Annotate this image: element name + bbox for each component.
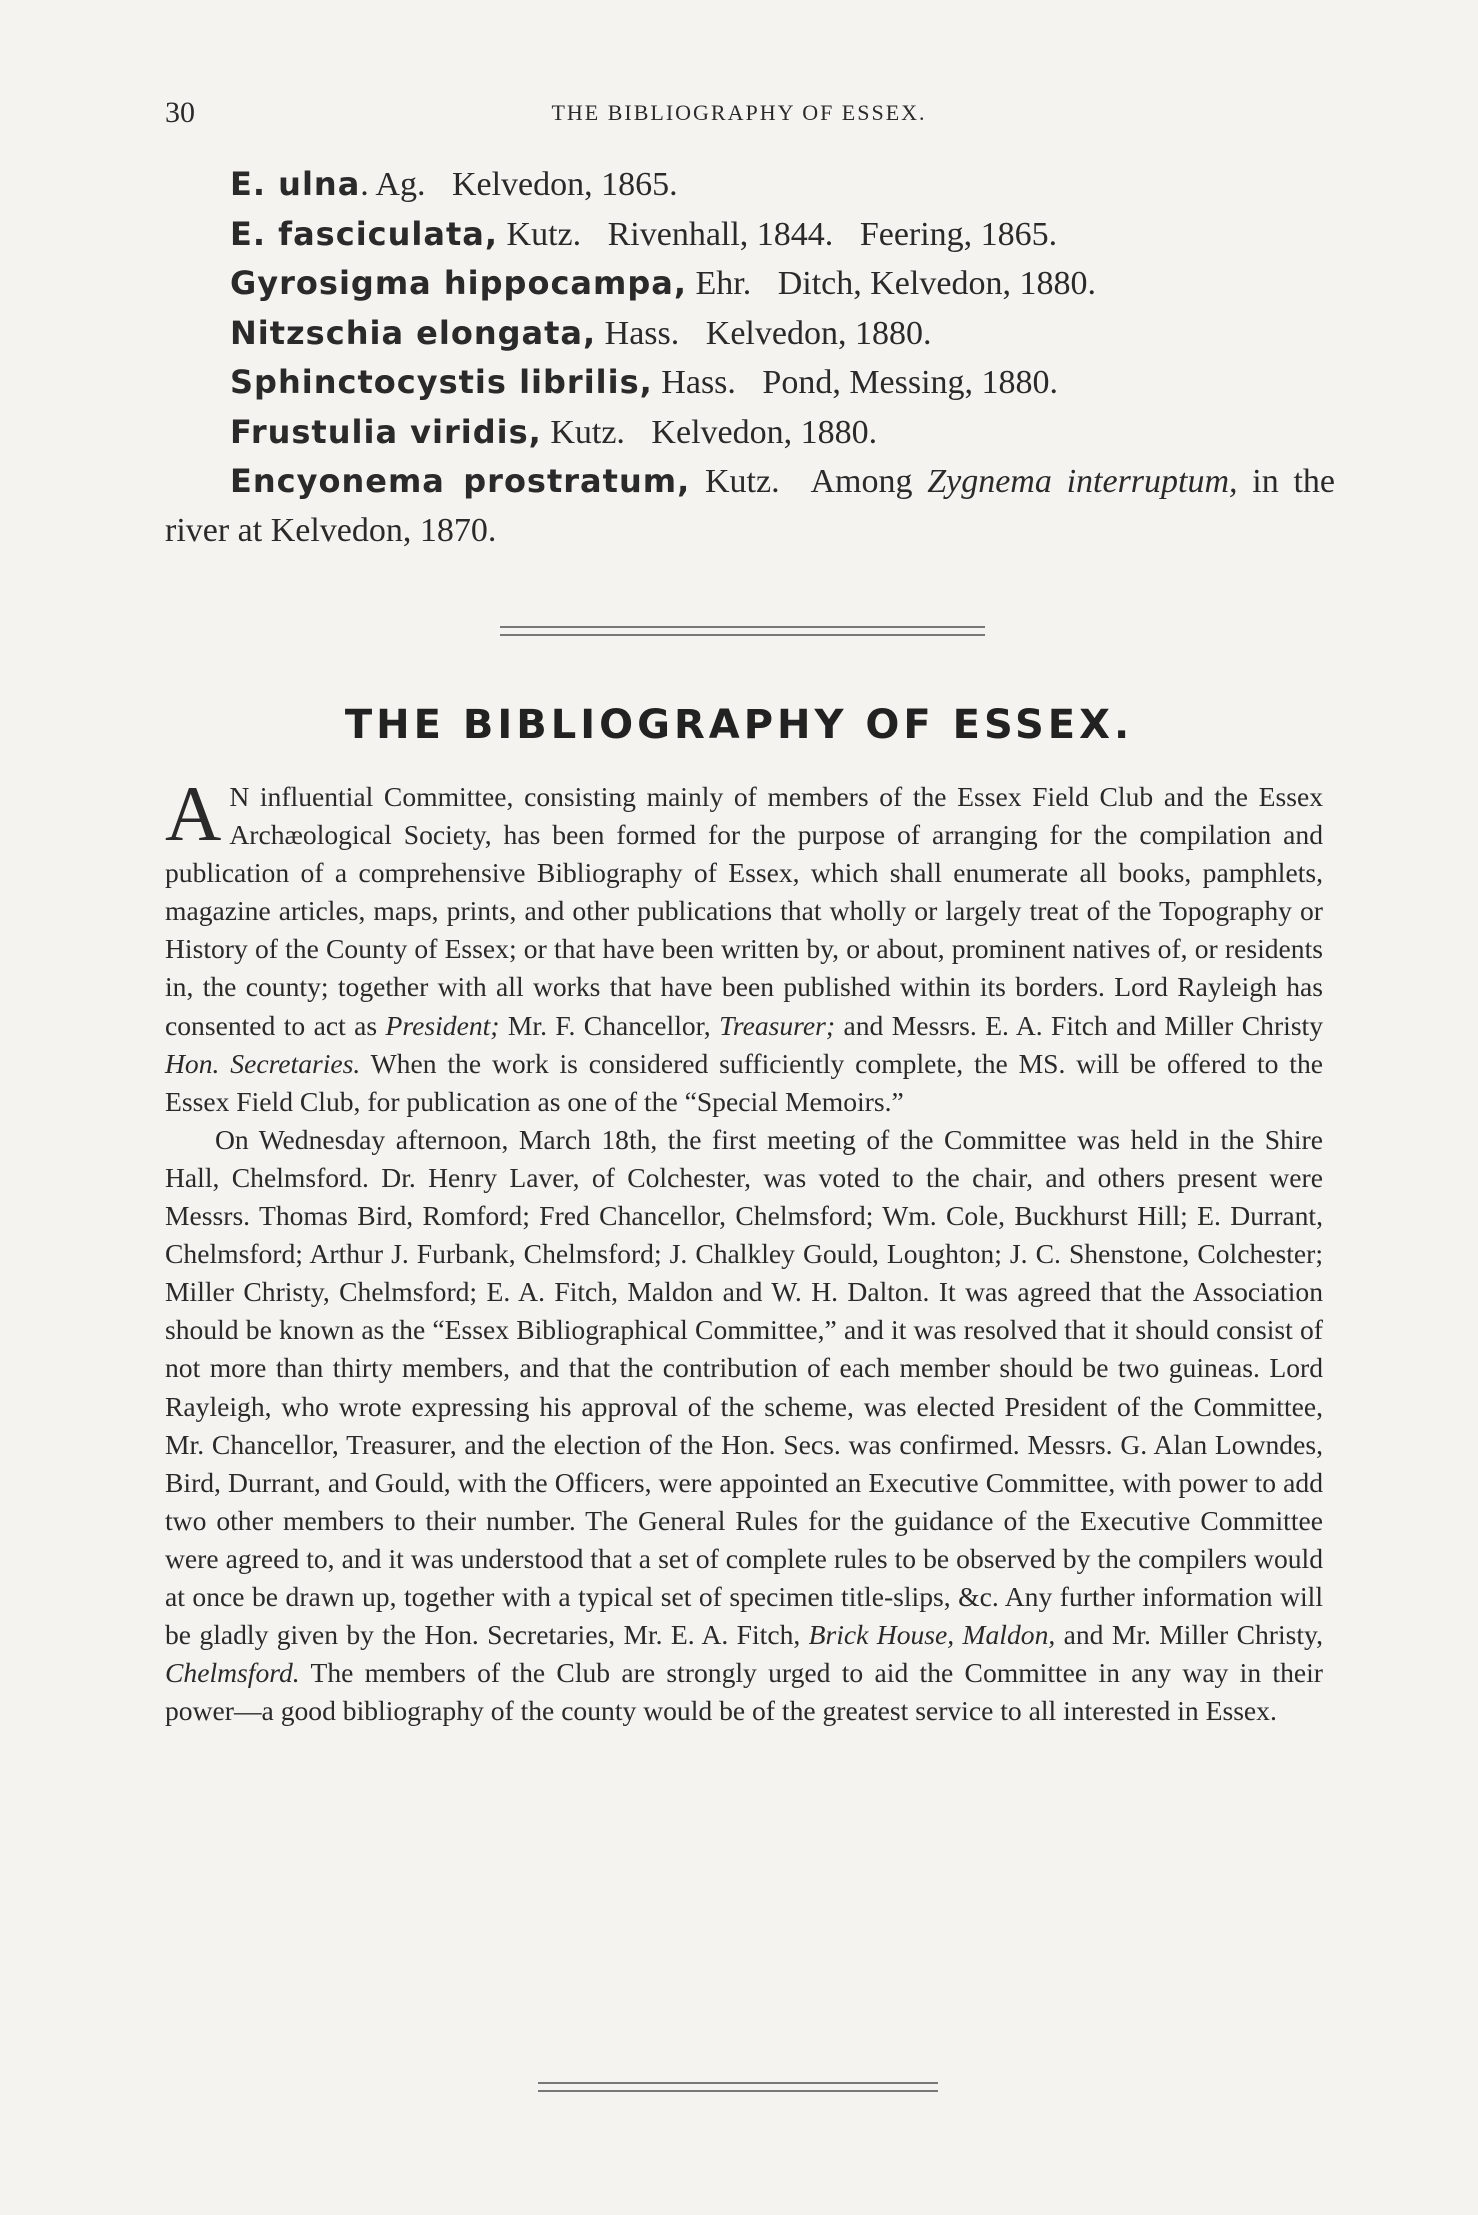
species-authority: Kutz. [506,215,582,253]
species-entry [165,160,1335,210]
species-entry [165,309,1335,359]
paragraph-text: The members of the Club are strongly urged to aid the Committee in any way in their power—a good bibliography of the county would be of the greatest service to all interested in Essex. [165,1657,1323,1727]
species-name: Nitzschia elongata, [230,313,597,352]
species-locality: Ditch, Kelvedon, 1880. [777,265,1096,302]
species-locality: Rivenhall, 1844. [607,215,834,253]
species-locality: Kelvedon, 1865. [451,166,678,203]
species-authority: Ehr. [695,265,752,302]
species-entry [165,358,1335,408]
italic-text: Treasurer; [719,1009,836,1041]
paragraph [165,1121,1323,1731]
paragraph-text: On Wednesday afternoon, March 18th, the first meeting of the Committee was held in the Shire Hall, Chelmsford. Dr. Henry Laver, of Colchester, was voted to the chair, and others present were Messrs. Thomas Bird, Romford; Fred Chancellor, Chelmsford; Wm. Cole, Buckhurst Hill; E. Durrant, Chelmsford; Arthur J. Furbank, Chelmsford; J. Chalkley Gould, Loughton; J. C. Shenstone, Colchester; Miller Christy, Chelmsford; E. A. Fitch, Maldon and W. H. Dalton. It was agreed that the Association should be known as the “Essex Bibliographical Committee,” and it was resolved that it should consist of not more than thirty members, and that the contribution of each member should be two guineas. Lord Rayleigh, who wrote expressing his approval of the scheme, was elected President of the Committee, Mr. Chancellor, Treasurer, and the election of the Hon. Secs. was confirmed. Messrs. G. Alan Lowndes, Bird, Durrant, and Gould, with the Officers, were appointed an Executive Committee, with power to add two other members to their number. The General Rules for the guidance of the Executive Committee were agreed to, and it was understood that a set of complete rules to be observed by the compilers would at once be drawn up, together with a typical set of specimen title-slips, &c. Any further information will be gladly given by the Hon. Secretaries, Mr. E. A. Fitch, [165,1123,1323,1651]
species-authority: Kutz. [704,463,780,500]
species-entry [165,457,1335,555]
species-authority: Hass. [661,364,736,401]
paragraph-text: When the work is considered sufficiently complete, the MS. will be offered to the Essex Field Club, for publication as one of the “Special Memoirs.” [165,1047,1323,1117]
species-locality: Kelvedon, 1880. [705,314,932,352]
species-habitat: Zygnema interruptum, [927,463,1238,500]
species-entry [165,259,1335,309]
paragraph-text: and Mr. Miller Christy, [1063,1619,1323,1651]
species-authority: . Ag. [360,166,426,203]
species-authority: Kutz. [550,413,625,451]
species-name: E. fasciculata, [230,214,499,253]
species-locality: Feering, 1865. [859,215,1058,253]
paragraph-text: N influential Committee, consisting mainly of members of the Essex Field Club and the Essex Archæological Society, has been formed for the purpose of arranging for the compilation and publication of a comprehensive Bibliography of Essex, which shall enumerate all books, pamphlets, magazine articles, maps, prints, and other publications that wholly or largely treat of the Topography or History of the County of Essex; or that have been written by, or about, prominent natives of, or residents in, the county; together with all works that have been published within its borders. Lord Rayleigh has consented to act as [165,781,1323,1041]
species-name: Frustulia viridis, [230,412,542,451]
species-locality: Kelvedon, 1880. [651,413,878,451]
italic-text: Brick House, Maldon, [808,1619,1056,1651]
species-name: Gyrosigma hippocampa, [230,264,687,302]
running-head [0,96,1478,129]
species-locality: in the river at Kelvedon, 1870. [165,463,1336,549]
species-entry [165,408,1335,458]
species-locality: Pond, Messing, 1880. [762,364,1059,401]
italic-text: Chelmsford. [165,1657,300,1689]
species-list [165,160,1335,555]
italic-text: Hon. Secretaries. [165,1047,361,1079]
section-divider [500,626,985,636]
page-number: 30 [165,96,195,129]
species-name: E. ulna [230,165,361,203]
species-name: Encyonema prostratum, [230,462,691,500]
species-locality: Among [810,463,913,500]
drop-cap: A [165,770,222,857]
paragraph-text: Mr. F. Chancellor, [507,1009,711,1041]
article-body [165,770,1324,1730]
paragraph [165,770,1324,1121]
end-divider [538,2082,938,2092]
species-entry [165,210,1335,260]
species-authority: Hass. [604,314,680,352]
section-heading: THE BIBLIOGRAPHY OF ESSEX. [344,702,1134,748]
paragraph-text: and Messrs. E. A. Fitch and Miller Christy [843,1009,1324,1041]
species-name: Sphinctocystis librilis, [230,363,653,401]
running-head-title: THE BIBLIOGRAPHY OF ESSEX. [551,100,927,125]
italic-text: President; [385,1009,500,1041]
